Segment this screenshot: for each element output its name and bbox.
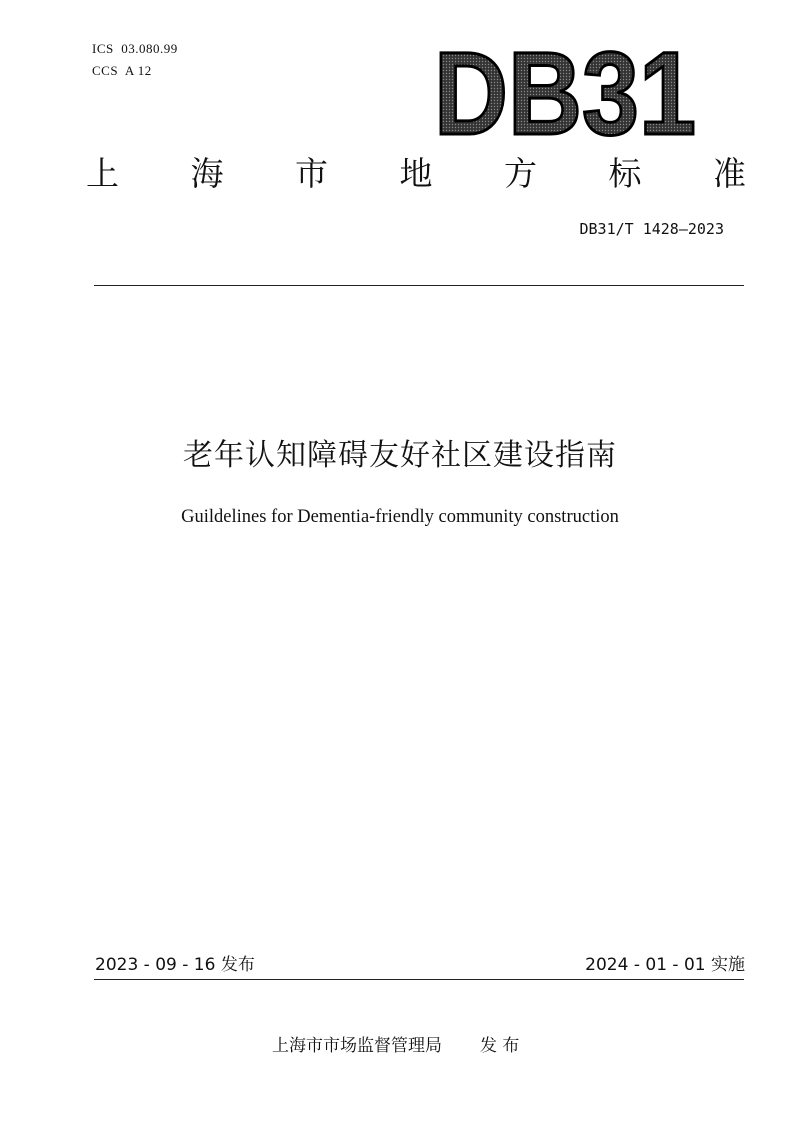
- document-title-english: Guildelines for Dementia-friendly community construction: [181, 507, 619, 527]
- standard-type-char: 标: [608, 154, 642, 193]
- standard-type-char: 海: [190, 154, 224, 193]
- standard-type-char: 地: [399, 154, 433, 193]
- document-title-chinese: 老年认知障碍友好社区建设指南: [183, 438, 617, 473]
- standard-type-char: 准: [713, 154, 746, 193]
- standard-number: DB31/T 1428—2023: [579, 220, 724, 238]
- standard-type-heading: [86, 152, 746, 196]
- ccs-code: CCS A 12: [92, 63, 152, 78]
- standard-type-char: 市: [295, 154, 328, 193]
- implementation-date: 2024 - 01 - 01 实施: [585, 955, 745, 975]
- bottom-divider: [94, 979, 744, 980]
- ics-code: ICS 03.080.99: [92, 41, 178, 56]
- issuing-authority: [272, 1034, 519, 1058]
- top-divider: [94, 285, 744, 286]
- classification-codes: [92, 38, 178, 82]
- standard-type-char: 上: [86, 154, 119, 193]
- issue-date: 2023 - 09 - 16 发布: [95, 955, 255, 975]
- standard-type-char: 方: [504, 154, 537, 193]
- db31-logo: [430, 28, 700, 160]
- issuer-name: 上海市市场监督管理局: [272, 1036, 442, 1056]
- issue-label: 发 布: [480, 1036, 520, 1056]
- svg-text:DB31: DB31: [434, 28, 696, 160]
